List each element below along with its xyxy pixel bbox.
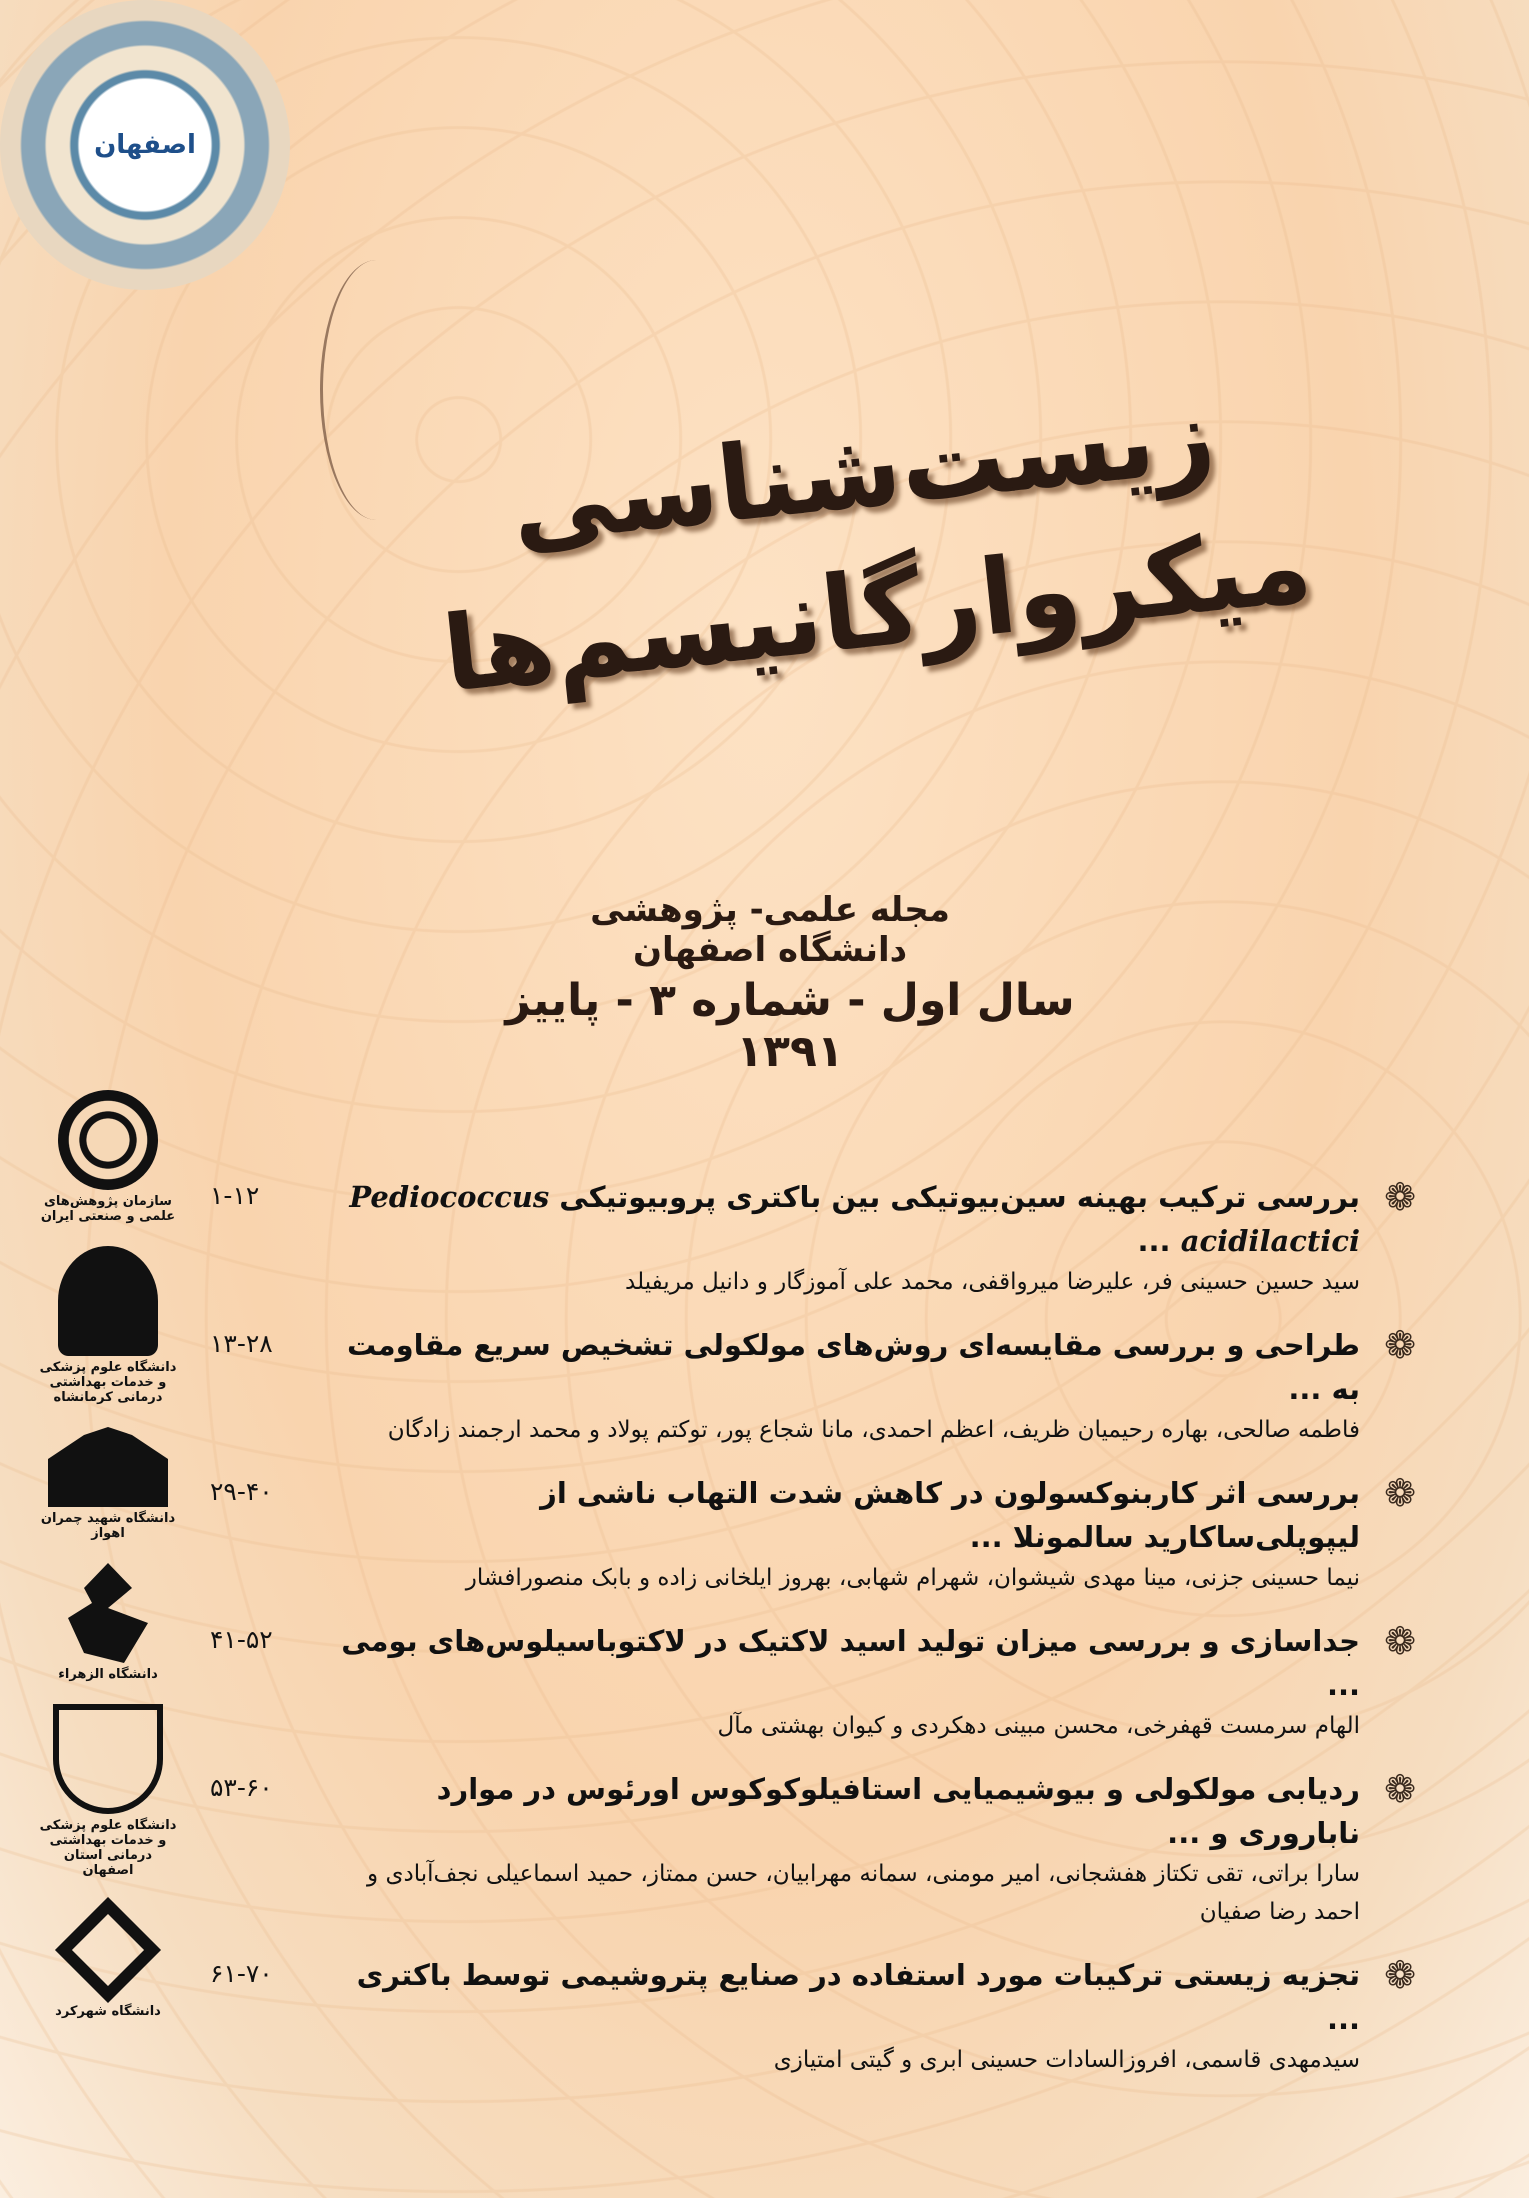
flower-bullet-icon: ❁	[1384, 1323, 1416, 1367]
article-pages: ۱-۱۲	[210, 1181, 260, 1210]
flower-bullet-icon: ❁	[1384, 1175, 1416, 1219]
table-of-contents	[210, 1175, 1420, 2101]
article-authors: سیدمهدی قاسمی، افروزالسادات حسینی ابری و گیتی امتیازی	[773, 2047, 1360, 2073]
flower-bullet-icon: ❁	[1384, 1471, 1416, 1515]
issue-info: سال اول - شماره ۳ - پاییز ۱۳۹۱	[505, 975, 1075, 1077]
logo-alzahra-university	[38, 1563, 178, 1682]
flower-bullet-icon: ❁	[1384, 1767, 1416, 1811]
toc-entry[interactable]	[210, 1175, 1420, 1301]
logo-medical-university	[38, 1246, 178, 1405]
logo-chamran-university	[38, 1427, 178, 1541]
logo-shahrekord-university	[38, 1900, 178, 2019]
logo-caption: دانشگاه علوم پزشکی و خدمات بهداشتی درمانی کرمانشاه	[39, 1360, 177, 1405]
article-title[interactable]	[340, 1175, 1360, 1263]
seal-text: اصفهان	[94, 130, 196, 160]
logo-caption: دانشگاه الزهراء	[58, 1667, 158, 1682]
article-title-text: بررسی ترکیب بهینه سین‌بیوتیکی بین باکتری پروبیوتیکی	[559, 1180, 1360, 1214]
logo-caption: سازمان پژوهش‌های علمی و صنعتی ایران	[40, 1194, 176, 1224]
article-authors: فاطمه صالحی، بهاره رحیمیان ظریف، اعظم احمدی، مانا شجاع پور، توکتم پولاد و محمد ارجمند زادگان	[387, 1417, 1360, 1443]
article-authors: سارا براتی، تقی تکتاز هفشجانی، امیر مومنی، سمانه مهرابیان، حسن ممتاز، حمید اسماعیلی نجف‌آبادی و احمد رضا صفیان	[367, 1861, 1360, 1925]
university-seal-logo	[0, 0, 290, 290]
toc-entry[interactable]	[210, 1953, 1420, 2079]
article-pages: ۴۱-۵۲	[210, 1625, 273, 1654]
flower-bullet-icon: ❁	[1384, 1953, 1416, 1997]
article-authors: نیما حسینی جزنی، مینا مهدی شیشوان، شهرام شهابی، بهروز ایلخانی زاده و بابک منصورافشار	[465, 1565, 1360, 1591]
article-title[interactable]: جداسازی و بررسی میزان تولید اسید لاکتیک در لاکتوباسیلوس‌های بومی ...	[341, 1624, 1360, 1702]
toc-entry[interactable]	[210, 1471, 1420, 1597]
logo-caption: دانشگاه شهرکرد	[55, 2004, 161, 2019]
article-title-ellipsis: ...	[1137, 1224, 1171, 1258]
flower-bullet-icon: ❁	[1384, 1619, 1416, 1663]
toc-entry[interactable]	[210, 1767, 1420, 1931]
journal-subtitle: مجله علمی- پژوهشی دانشگاه اصفهان	[590, 890, 950, 970]
logo-isfahan-medical	[38, 1704, 178, 1878]
logo-caption: دانشگاه شهید چمران اهواز	[40, 1511, 176, 1541]
article-pages: ۲۹-۴۰	[210, 1477, 273, 1506]
logo-caption: دانشگاه علوم پزشکی و خدمات بهداشتی درمانی استان اصفهان	[39, 1818, 177, 1878]
article-authors: الهام سرمست قهفرخی، محسن مبینی دهکردی و کیوان بهشتی مآل	[717, 1713, 1360, 1739]
article-pages: ۵۳-۶۰	[210, 1773, 273, 1802]
logo-irost	[38, 1090, 178, 1224]
article-title[interactable]: تجزیه زیستی ترکیبات مورد استفاده در صنایع پتروشیمی توسط باکتری ...	[356, 1958, 1360, 2036]
article-title[interactable]: طراحی و بررسی مقایسه‌ای روش‌های مولکولی تشخیص سریع مقاومت به ...	[346, 1328, 1360, 1406]
toc-entry[interactable]	[210, 1619, 1420, 1745]
journal-title: زیست‌شناسی میکروارگانیسم‌ها	[437, 372, 1318, 716]
article-title-latin: Pediococcus acidilactici	[349, 1180, 1360, 1258]
article-title[interactable]: ردیابی مولکولی و بیوشیمیایی استافیلوکوکوس اورئوس در موارد ناباروری و ...	[436, 1772, 1360, 1850]
toc-entry[interactable]	[210, 1323, 1420, 1449]
article-pages: ۱۳-۲۸	[210, 1329, 273, 1358]
article-authors: سید حسین حسینی فر، علیرضا میرواقفی، محمد علی آموزگار و دانیل مریفیلد	[625, 1269, 1360, 1295]
partner-logos	[38, 1090, 178, 2041]
article-title[interactable]: بررسی اثر کاربنوکسولون در کاهش شدت التهاب ناشی از لیپوپلی‌ساکارید سالمونلا ...	[540, 1476, 1360, 1554]
article-pages: ۶۱-۷۰	[210, 1959, 273, 1988]
